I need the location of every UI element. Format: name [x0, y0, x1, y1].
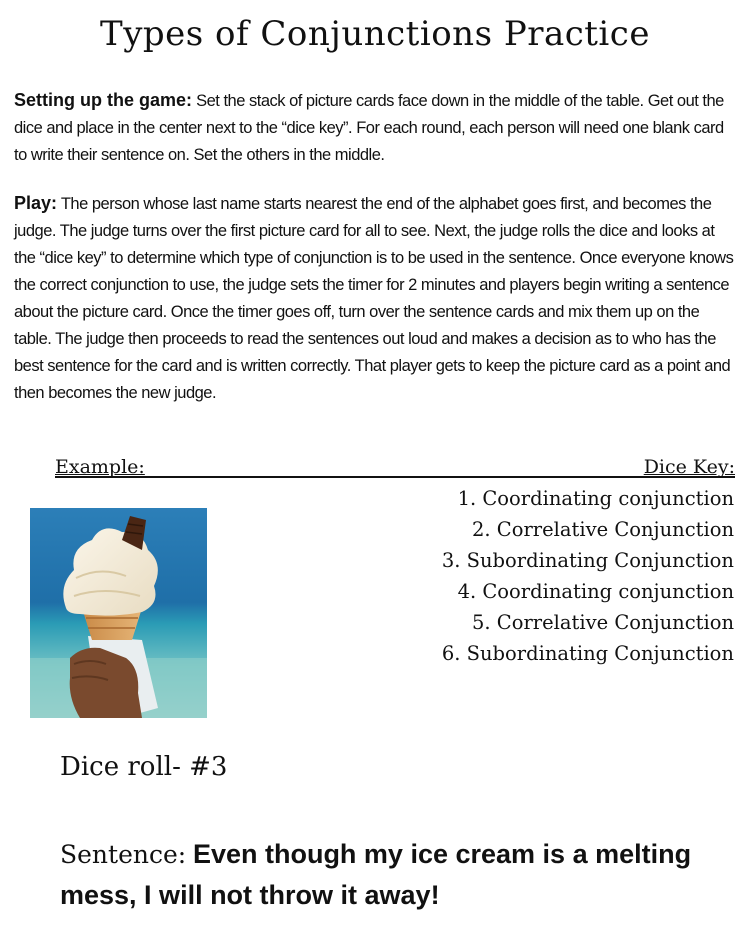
example-label: Example:	[55, 456, 145, 478]
example-header-row	[55, 452, 735, 478]
dice-key-label: Dice Key:	[643, 456, 735, 478]
sentence-block	[60, 834, 730, 915]
setup-text: Set the stack of picture cards face down in the middle of the table. Get out the dice and place in the center next to the “dice key”. For each round, each person will need one blank card to write their sentence on. Set the others in the middle.	[14, 92, 724, 164]
ice-cream-photo	[30, 508, 207, 718]
dice-key-item: 3. Subordinating Conjunction	[441, 549, 734, 572]
play-paragraph	[14, 190, 739, 407]
page-title: Types of Conjunctions Practice	[100, 14, 650, 54]
dice-key-item: 1. Coordinating conjunction	[457, 487, 734, 510]
dice-key-item: 2. Correlative Conjunction	[471, 518, 734, 541]
setup-paragraph	[14, 87, 739, 169]
dice-roll-text: Dice roll- #3	[60, 752, 228, 782]
setup-label: Setting up the game:	[14, 90, 193, 110]
sentence-label: Sentence:	[60, 840, 187, 869]
dice-key-list	[442, 483, 734, 669]
play-label: Play:	[14, 193, 58, 213]
dice-key-item: 5. Correlative Conjunction	[471, 611, 734, 634]
dice-key-item: 4. Coordinating conjunction	[457, 580, 734, 603]
sentence-text: Even though my ice cream is a melting mess, I will not throw it away!	[60, 839, 692, 910]
play-text: The person whose last name starts nearest the end of the alphabet goes first, and becomes the judge. The judge turns over the first picture card for all to see. Next, the judge rolls the dice and looks at the “dice key” to determine which type of conjunction is to be used in the sentence. Once everyone knows the correct conjunction to use, the judge sets the timer for 2 minutes and players begin writing a sentence about the picture card. Once the timer goes off, turn over the sentence cards and mix them up on the table. The judge then proceeds to read the sentences out loud and makes a decision as to who has the best sentence for the card and is written correctly. That player gets to keep the picture card as a point and then becomes the new judge.	[14, 195, 734, 402]
dice-key-item: 6. Subordinating Conjunction	[441, 642, 734, 665]
